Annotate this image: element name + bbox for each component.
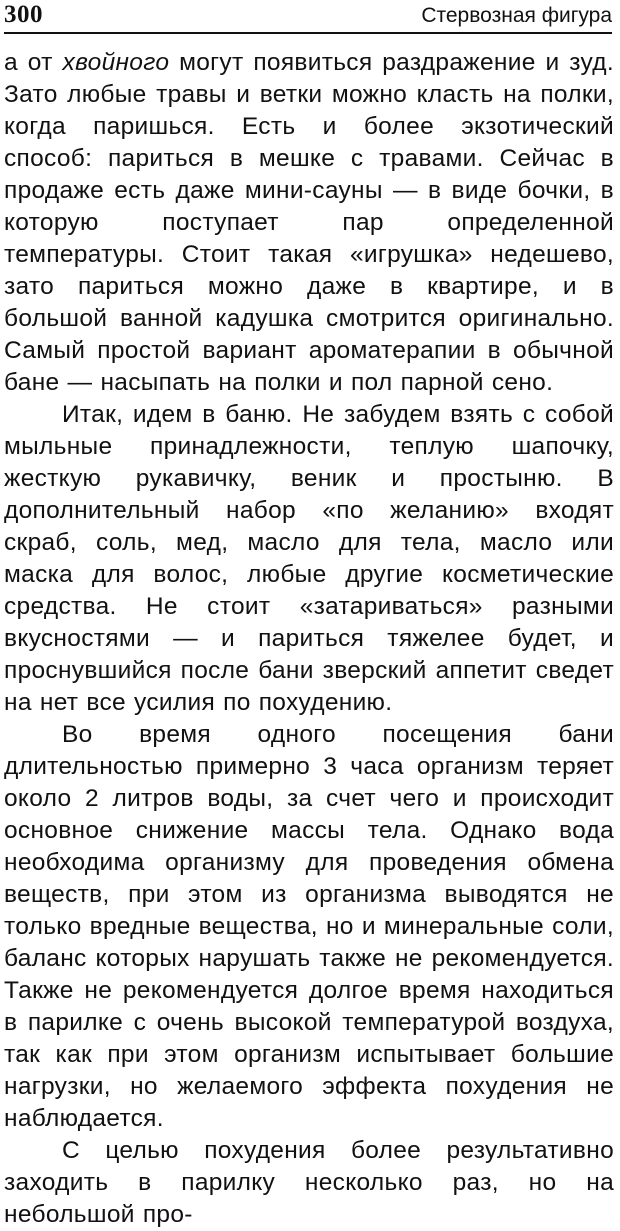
page-header (4, 0, 612, 32)
paragraph-3: Во время одного посещения бани длительностью примерно 3 часа организм теряет около 2 литров воды, за счет чего и происходит основное снижение массы тела. Однако вода необходима организму для проведения обмена веществ, при этом из организма выводятся не только вредные вещества, но и минеральные соли, баланс которых нарушать также не рекомендуется. Также не рекомендуется долгое время находиться в парилке с очень высокой температурой воздуха, так как при этом организм испытывает большие нагрузки, но желаемого эффекта похудения не наблюдается. (4, 721, 614, 1132)
paragraph-2: Итак, идем в баню. Не забудем взять с собой мыльные принадлежности, теплую шапочку, жесткую рукавичку, веник и простыню. В дополнительный набор «по желанию» входят скраб, соль, мед, масло для тела, масло или маска для волос, любые другие косметические средства. Не стоит «затариваться» разными вкусностями — и париться тяжелее будет, и проснувшийся после бани зверский аппетит сведет на нет все усилия по похудению. (4, 401, 614, 716)
header-divider (4, 32, 612, 34)
running-title: Стервозная фигура (421, 4, 612, 27)
paragraph-4: С целью похудения более результативно заходить в парилку несколько раз, но на небольшой про- (4, 1137, 614, 1228)
page-number: 300 (4, 1, 43, 28)
paragraph-1-before: а от (4, 49, 63, 76)
paragraph-1 (4, 47, 614, 399)
body-text (4, 47, 614, 1231)
paragraph-1-emphasis: хвойного (62, 49, 170, 76)
paragraph-1-after: могут появиться раздражение и зуд. Зато любые травы и ветки можно класть на полки, когда паришься. Есть и более экзотический способ: париться в мешке с травами. Сейчас в продаже есть даже мини-сауны — в виде бочки, в которую поступает пар определенной температуры. Стоит такая «игрушка» недешево, зато париться можно даже в квартире, и в большой ванной кадушка смотрится оригинально. Самый простой вариант ароматерапии в обычной бане — насыпать на полки и пол парной сено. (4, 49, 614, 396)
